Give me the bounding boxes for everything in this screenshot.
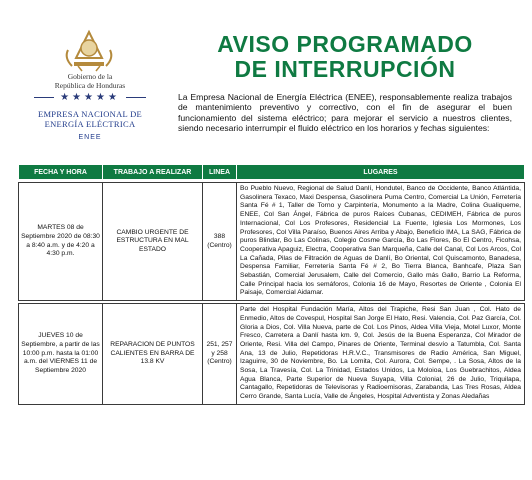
page-title-line1: AVISO PROGRAMADO bbox=[217, 31, 473, 57]
header-lugares: LUGARES bbox=[237, 165, 525, 180]
page-title bbox=[186, 32, 504, 82]
company-name bbox=[26, 109, 154, 129]
government-label-line2: República de Honduras bbox=[54, 81, 126, 90]
table-row bbox=[19, 183, 525, 301]
intro-paragraph: La Empresa Nacional de Energía Eléctrica (ENEE), responsablemente realiza trabajos de mantenimiento preventivo y correctivo, con el fin de asegurar el buen funcionamiento del sistema eléctrico; para mejorar el servicio a nuestros clientes, siendo necesario interrumpir el fluido eléctrico en los horarios y fechas siguientes: bbox=[178, 92, 512, 134]
cell-lugares: Parte del Hospital Fundación María, Altos del Trapiche, Resi San Juan , Col. Hato de Enmedio, Altos de Covespul, Hospital San Jorge El Hato, Resi. Valencia, Col. Paz García, Col. Gloria a Dios, Col. Villa Nueva, parte de Col. Los Pinos, Aldea Villa Vieja, Motel Luxor, Monte Fresco, Carretera a Danlí hasta km. 9, Col. Jesús de la Buena Esperanza, Col Mirador de Oriente, Resi. Villa del Campo, Pinares de Oriente, Terminal desvío a Tatumbla, Col. Santa Ana, 13 de Julio, Repetidoras H.R.V.C., Transmisores de Radio América, San Miguel, Izaguirre, 30 de Noviembre, Bo. La Lomita, Col. Aurora, Col. Sempe, . La Sosa, Altos de la Sosa, La Travesía, Col. La Trinidad, Estados Unidos, La Moloioa, Los Guebrachitos, Aldea Agua Blanca, Parte Superior de Nueva Suyapa, Villa Colonial, 26 de Julio, Triquilapa, Cantagallo, Repetidoras de Televisoras y Radioemisoras, Zarabanda, Las Tres Rosas, Aldea Cerro Grande, Santa Lucía, Valle de Ángeles, Hospital Adventista y Zonas Aledañas bbox=[237, 304, 525, 405]
table-header-row bbox=[19, 165, 525, 180]
company-name-line1: EMPRESA NACIONAL DE bbox=[37, 109, 143, 119]
header-trabajo: TRABAJO A REALIZAR bbox=[103, 165, 203, 180]
cell-lugares: Bo Pueblo Nuevo, Regional de Salud Danlí, Hondutel, Banco de Occidente, Banco Atlántida, Gasolinera Texaco, Maxi Despensa, Gasolinera Puma Centro, Comercial La Unión, Ferretería Santa Fé # 1, Taller de Torno y Carpintería, Monumento a la Madre, Colina Gualiqueme, ENEE, Col San Ángel, Fábrica de puros Raíces Cubanas, CEDIMEH, Fábrica de puros Internacional, Col Los Profesores, Residencial La Fuente, Iglesia Los Mormones, Los Profesores, Col Villa Paraíso, Buenos Aires Arriba y Abajo, Beneficio IMA, La SAG, Fábrica de puros Blindar, Bo Las Colinas, Colegio Cosme García, Bo Las Flores, Bo El Centro, Ficohsa, Cooperativa Apaguiz, Electra, Cooperativa San Marqueña, Calle del Canal, Col Los Arcos, Col La Cañada, Pilas de Filtración de Aguas de Danlí, Bo Oriental, Col Quiscamonto, Banadesa, Despensa Familiar, Ferretería Santa Fé # 2, Bo Tierra Blanca, Banhcafe, Plaza San Sebastián, Comercial Jerusalem, Calle del Comercio, Gallo más Gallo, Barrio La Reforma, Calle Principal hacia los semáforos, Colonia 16 de Mayo, Resortes de Oriente , Colonia El Paisaje, Comercial Aidamar. bbox=[237, 183, 525, 301]
government-label-line1: Gobierno de la bbox=[67, 72, 113, 81]
cell-fecha: JUEVES 10 de Septiembre, a partir de las 10:00 p.m. hasta la 01:00 a.m. del VIERNES 11 de Septiembre 2020 bbox=[19, 304, 103, 405]
cell-trabajo: REPARACION DE PUNTOS CALIENTES EN BARRA DE 13.8 KV bbox=[103, 304, 203, 405]
header-fecha-hora: FECHA Y HORA bbox=[19, 165, 103, 180]
divider-left bbox=[34, 97, 54, 98]
cell-linea: 388 (Centro) bbox=[203, 183, 237, 301]
cell-linea: 251, 257 y 258 (Centro) bbox=[203, 304, 237, 405]
company-name-line2: ENERGÍA ELÉCTRICA bbox=[44, 119, 136, 129]
stars-decoration bbox=[32, 92, 148, 103]
honduras-coat-of-arms-icon bbox=[58, 28, 120, 72]
page-title-line2: DE INTERRUPCIÓN bbox=[234, 56, 456, 82]
government-label bbox=[28, 72, 152, 90]
company-abbreviation: ENEE bbox=[78, 134, 102, 141]
interruption-schedule-table bbox=[18, 164, 525, 405]
table-row bbox=[19, 304, 525, 405]
cell-trabajo: CAMBIO URGENTE DE ESTRUCTURA EN MAL ESTADO bbox=[103, 183, 203, 301]
divider-right bbox=[126, 97, 146, 98]
header-linea: LINEA bbox=[203, 165, 237, 180]
cell-fecha: MARTES 08 de Septiembre 2020 de 08:30 a 8:40 a.m. y de 4:20 a 4:30 p.m. bbox=[19, 183, 103, 301]
stars-icon: ★★★★★ bbox=[60, 92, 120, 103]
